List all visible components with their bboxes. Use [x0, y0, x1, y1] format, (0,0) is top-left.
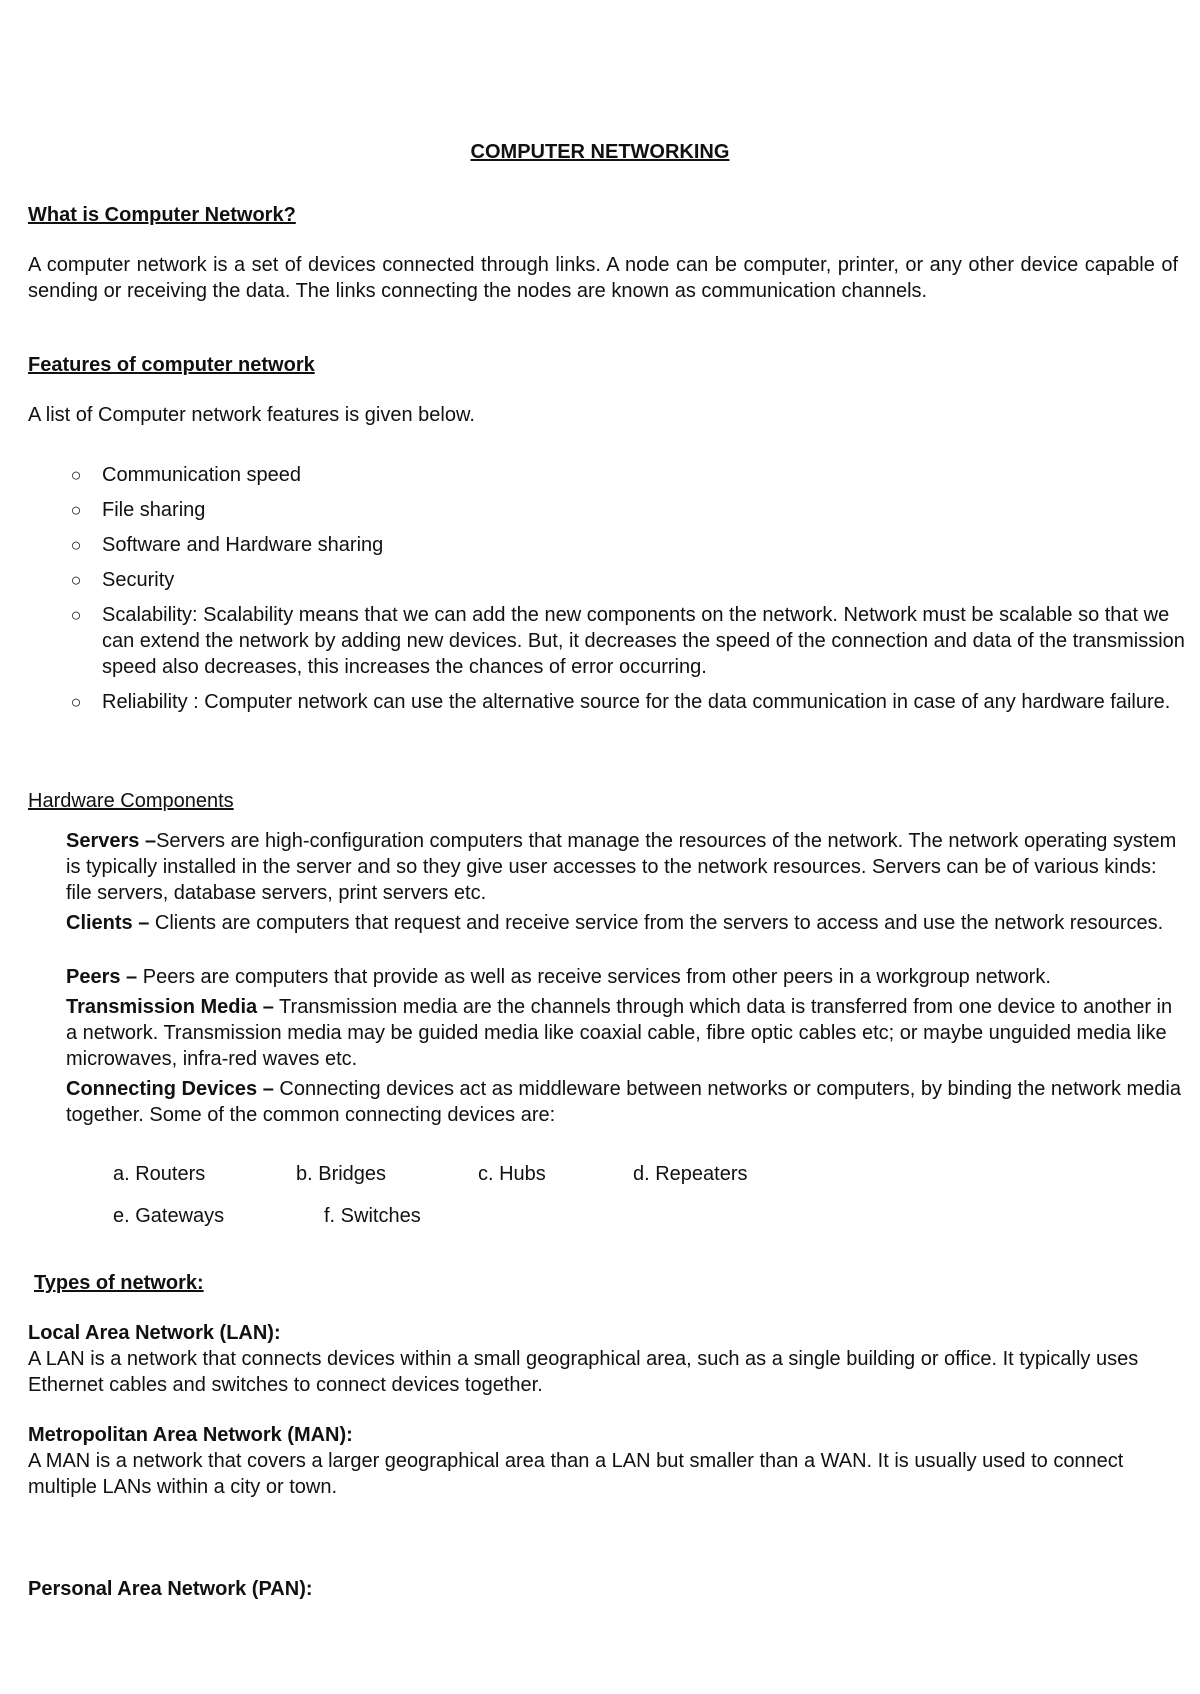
features-heading: Features of computer network [28, 354, 315, 376]
hardware-text: Servers are high-configuration computers that manage the resources of the network. The network operating system is typically installed in the server and so they give user accesses to the network resources. Servers can be of various kinds: file servers, database servers, print servers etc. [66, 830, 1177, 904]
document-title: COMPUTER NETWORKING [470, 141, 730, 163]
pan-heading: Personal Area Network (PAN): [28, 1578, 313, 1600]
hardware-text: Connecting devices act as middleware between networks or computers, by binding the network media together. Some of the common connecting devices are: [66, 1078, 1181, 1126]
hardware-term: Servers – [66, 830, 157, 852]
bullet-icon: ○ [70, 535, 82, 555]
hardware-term: Clients – [66, 912, 150, 934]
list-item [28, 462, 1188, 488]
lan-heading: Local Area Network (LAN): [28, 1322, 281, 1344]
features-intro: A list of Computer network features is given below. [28, 404, 475, 426]
man-paragraph: A MAN is a network that covers a larger geographical area than a LAN but smaller than a WAN. It is usually used to connect multiple LANs within a city or town. [28, 1450, 1124, 1498]
list-item-text: Scalability: Scalability means that we can add the new components on the network. Network must be scalable so that we can extend the network by adding new devices. But, it decreases the speed of the connection and data of the transmission speed also decreases, this increases the chances of error occurring. [102, 604, 1185, 678]
list-item-text: Security [102, 569, 175, 591]
hardware-item-clients [66, 910, 1186, 936]
list-item-text: File sharing [102, 499, 206, 521]
list-item-text: Software and Hardware sharing [102, 534, 384, 556]
bullet-icon: ○ [70, 570, 82, 590]
hardware-item-servers [66, 828, 1186, 906]
hardware-term: Connecting Devices – [66, 1078, 274, 1100]
hardware-term: Peers – [66, 966, 138, 988]
hardware-term: Transmission Media – [66, 996, 274, 1018]
hardware-heading: Hardware Components [28, 790, 234, 812]
bullet-icon: ○ [70, 692, 82, 712]
features-list [28, 462, 1188, 715]
lan-paragraph: A LAN is a network that connects devices within a small geographical area, such as a single building or office. It typically uses Ethernet cables and switches to connect devices together. [28, 1348, 1139, 1396]
list-item [28, 602, 1188, 680]
list-item [28, 497, 1188, 523]
hardware-item-transmission-media [66, 994, 1186, 1072]
hardware-item-peers [66, 964, 1186, 990]
types-heading: Types of network: [34, 1272, 204, 1294]
bullet-icon: ○ [70, 465, 82, 485]
hardware-text: Clients are computers that request and receive service from the servers to access and use the network resources. [149, 912, 1164, 934]
device-item: b. Bridges [296, 1163, 387, 1185]
bullet-icon: ○ [70, 500, 82, 520]
hardware-text: Peers are computers that provide as well as receive services from other peers in a workgroup network. [137, 966, 1051, 988]
list-item [28, 567, 1188, 593]
list-item-text: Communication speed [102, 464, 301, 486]
device-item: d. Repeaters [633, 1163, 748, 1185]
hardware-text: Transmission media are the channels through which data is transferred from one device to another in a network. Transmission media may be guided media like coaxial cable, fibre optic cables etc; or maybe unguided media like microwaves, infra-red waves etc. [66, 996, 1173, 1070]
device-item: f. Switches [324, 1205, 421, 1227]
list-item [28, 689, 1188, 715]
what-paragraph: A computer network is a set of devices connected through links. A node can be computer, printer, or any other device capable of sending or receiving the data. The links connecting the nodes are known as communication channels. [28, 254, 1178, 302]
device-item: e. Gateways [113, 1205, 225, 1227]
list-item-text: Reliability : Computer network can use the alternative source for the data communication in case of any hardware failure. [102, 691, 1171, 713]
bullet-icon: ○ [70, 605, 82, 625]
device-item: c. Hubs [478, 1163, 546, 1185]
hardware-item-connecting-devices [66, 1076, 1186, 1128]
man-heading: Metropolitan Area Network (MAN): [28, 1424, 353, 1446]
device-item: a. Routers [113, 1163, 206, 1185]
what-heading: What is Computer Network? [28, 204, 296, 226]
list-item [28, 532, 1188, 558]
